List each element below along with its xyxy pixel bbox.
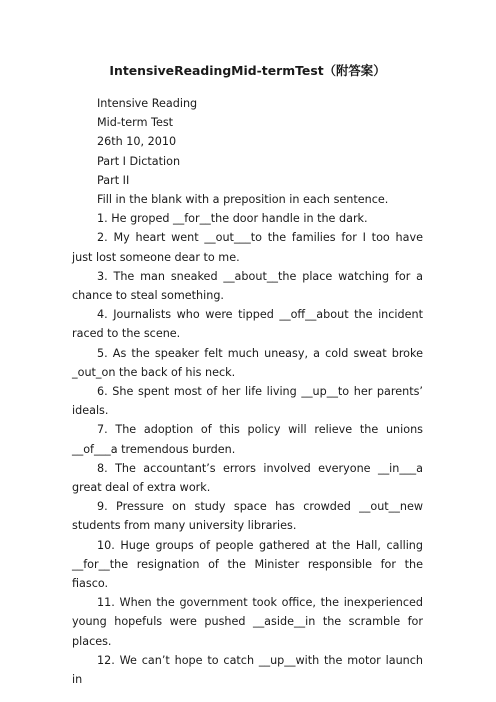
- header-line-date: 26th 10, 2010: [97, 135, 177, 149]
- question-item: 12. We can’t hope to catch __up__with the motor launch in: [72, 653, 423, 687]
- question-item: 6. She spent most of her life living __up__to her parents’ ideals.: [72, 385, 423, 418]
- question-item: 11. When the government took office, the inexperienced young hopefuls were pushed __aside__in the scramble for places.: [72, 596, 423, 648]
- header-line-test: Mid-term Test: [97, 116, 174, 130]
- question-item: 5. As the speaker felt much uneasy, a cold sweat broke _out_on the back of his neck.: [72, 346, 423, 379]
- question-item: 8. The accountant’s errors involved everyone __in___a great deal of extra work.: [72, 461, 423, 495]
- header-line-part1: Part I Dictation: [97, 154, 181, 168]
- question-item: 4. Journalists who were tipped __off__about the incident raced to the scene.: [72, 308, 423, 341]
- question-item: 10. Huge groups of people gathered at the Hall, calling __for__the resignation of the Minister responsible for the fiasco.: [72, 538, 423, 591]
- question-item: 3. The man sneaked __about__the place watching for a chance to steal something.: [72, 269, 423, 303]
- header-line-course: Intensive Reading: [97, 97, 198, 110]
- document-body: [72, 94, 423, 689]
- question-item: 9. Pressure on study space has crowded __out__new students from many university libraries.: [72, 500, 423, 533]
- header-line-part2: Part II: [97, 173, 130, 187]
- question-item: 7. The adoption of this policy will relieve the unions __of___a tremendous burden.: [72, 423, 423, 456]
- instruction-text: Fill in the blank with a preposition in each sentence.: [97, 193, 389, 207]
- question-item: 1. He groped __for__the door handle in the dark.: [97, 212, 368, 226]
- question-item: 2. My heart went __out___to the families for I too have just lost someone dear to me.: [72, 231, 423, 264]
- document-title: IntensiveReadingMid-termTest（附答案）: [109, 63, 386, 78]
